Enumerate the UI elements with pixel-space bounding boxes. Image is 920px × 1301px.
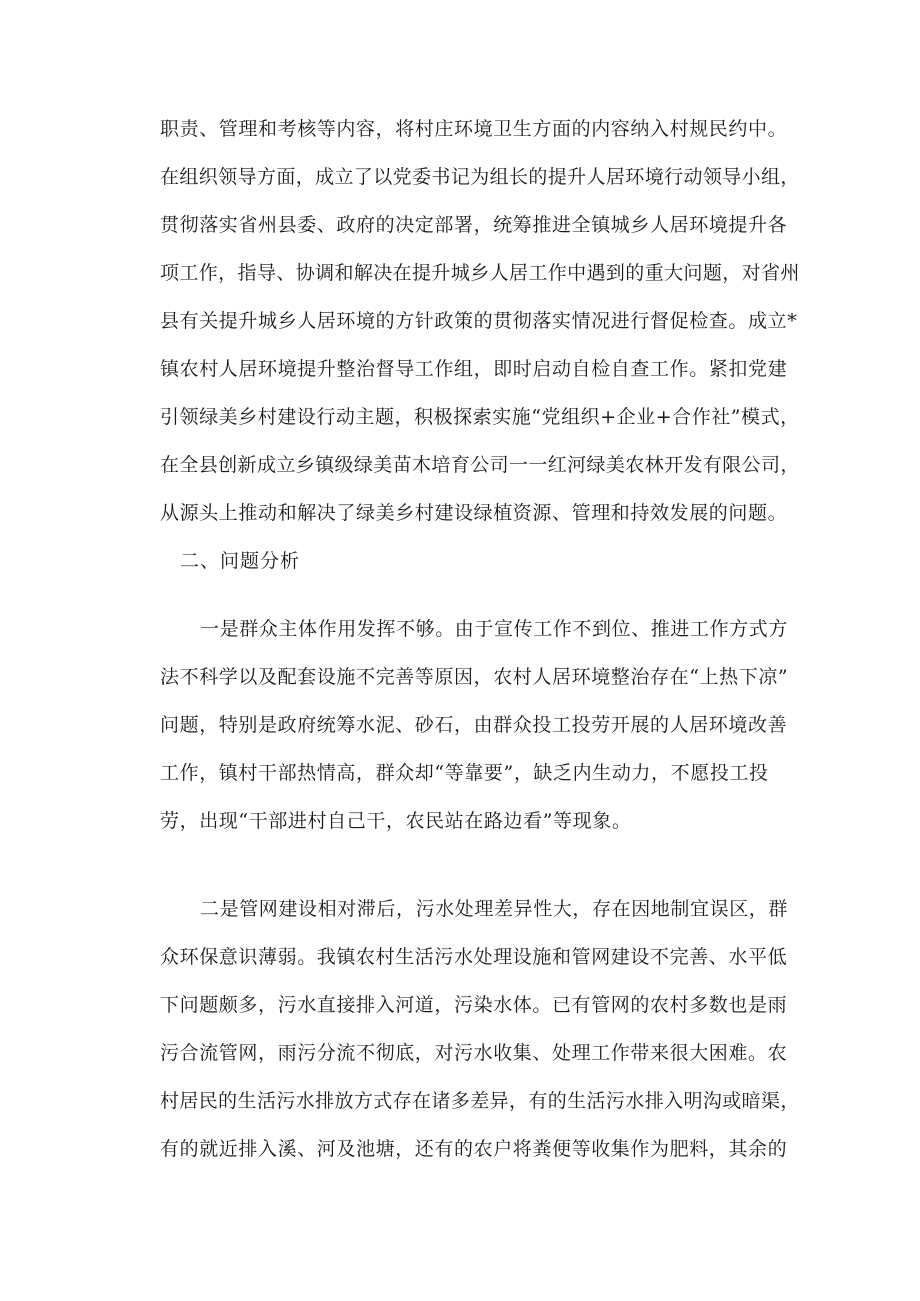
paragraph-3-line-4: 污合流管网，雨污分流不彻底，对污水收集、处理工作带来很大困难。农 (160, 1042, 788, 1064)
paragraph-3-line-6: 有的就近排入溪、河及池塘，还有的农户将粪便等收集作为肥料，其余的 (160, 1138, 788, 1160)
paragraph-1-line-6: 镇农村人居环境提升整治督导工作组，即时启动自检自查工作。紧扣党建 (160, 358, 788, 380)
paragraph-1-line-7: 引领绿美乡村建设行动主题，积极探索实施“党组织+企业+合作社”模式， (160, 406, 800, 428)
paragraph-1-line-8: 在全县创新成立乡镇级绿美苗木培育公司一一红河绿美农林开发有限公司， (160, 454, 800, 476)
paragraph-3-line-5: 村居民的生活污水排放方式存在诸多差异，有的生活污水排入明沟或暗渠， (160, 1090, 800, 1112)
paragraph-1-line-9: 从源头上推动和解决了绿美乡村建设绿植资源、管理和持效发展的问题。 (160, 502, 788, 524)
paragraph-2-line-4: 工作，镇村干部热情高，群众却“等靠要”，缺乏内生动力，不愿投工投 (160, 762, 769, 784)
paragraph-1-line-1: 职责、管理和考核等内容，将村庄环境卫生方面的内容纳入村规民约中。 (160, 118, 788, 140)
paragraph-2-line-3: 问题，特别是政府统筹水泥、砂石，由群众投工投劳开展的人居环境改善 (160, 714, 788, 736)
paragraph-1-line-5: 县有关提升城乡人居环境的方针政策的贯彻落实情况进行督促检查。成立* (160, 310, 798, 332)
paragraph-1-line-3: 贯彻落实省州县委、政府的决定部署，统筹推进全镇城乡人居环境提升各 (160, 214, 788, 236)
paragraph-1-line-2: 在组织领导方面，成立了以党委书记为组长的提升人居环境行动领导小组， (160, 166, 800, 188)
paragraph-2-line-1: 一是群众主体作用发挥不够。由于宣传工作不到位、推进工作方式方 (200, 618, 789, 640)
paragraph-1-line-4: 项工作，指导、协调和解决在提升城乡人居工作中遇到的重大问题，对省州 (160, 262, 800, 284)
paragraph-2-line-5: 劳，出现“干部进村自己干，农民站在路边看”等现象。 (160, 810, 632, 832)
paragraph-3-line-3: 下问题颇多，污水直接排入河道，污染水体。已有管网的农村多数也是雨 (160, 994, 788, 1016)
paragraph-3-line-1: 二是管网建设相对滞后，污水处理差异性大，存在因地制宜误区，群 (200, 898, 789, 920)
section-heading: 二、问题分析 (180, 550, 301, 572)
paragraph-2-line-2: 法不科学以及配套设施不完善等原因，农村人居环境整治存在“上热下凉” (160, 666, 789, 688)
paragraph-3-line-2: 众环保意识薄弱。我镇农村生活污水处理设施和管网建设不完善、水平低 (160, 946, 788, 968)
